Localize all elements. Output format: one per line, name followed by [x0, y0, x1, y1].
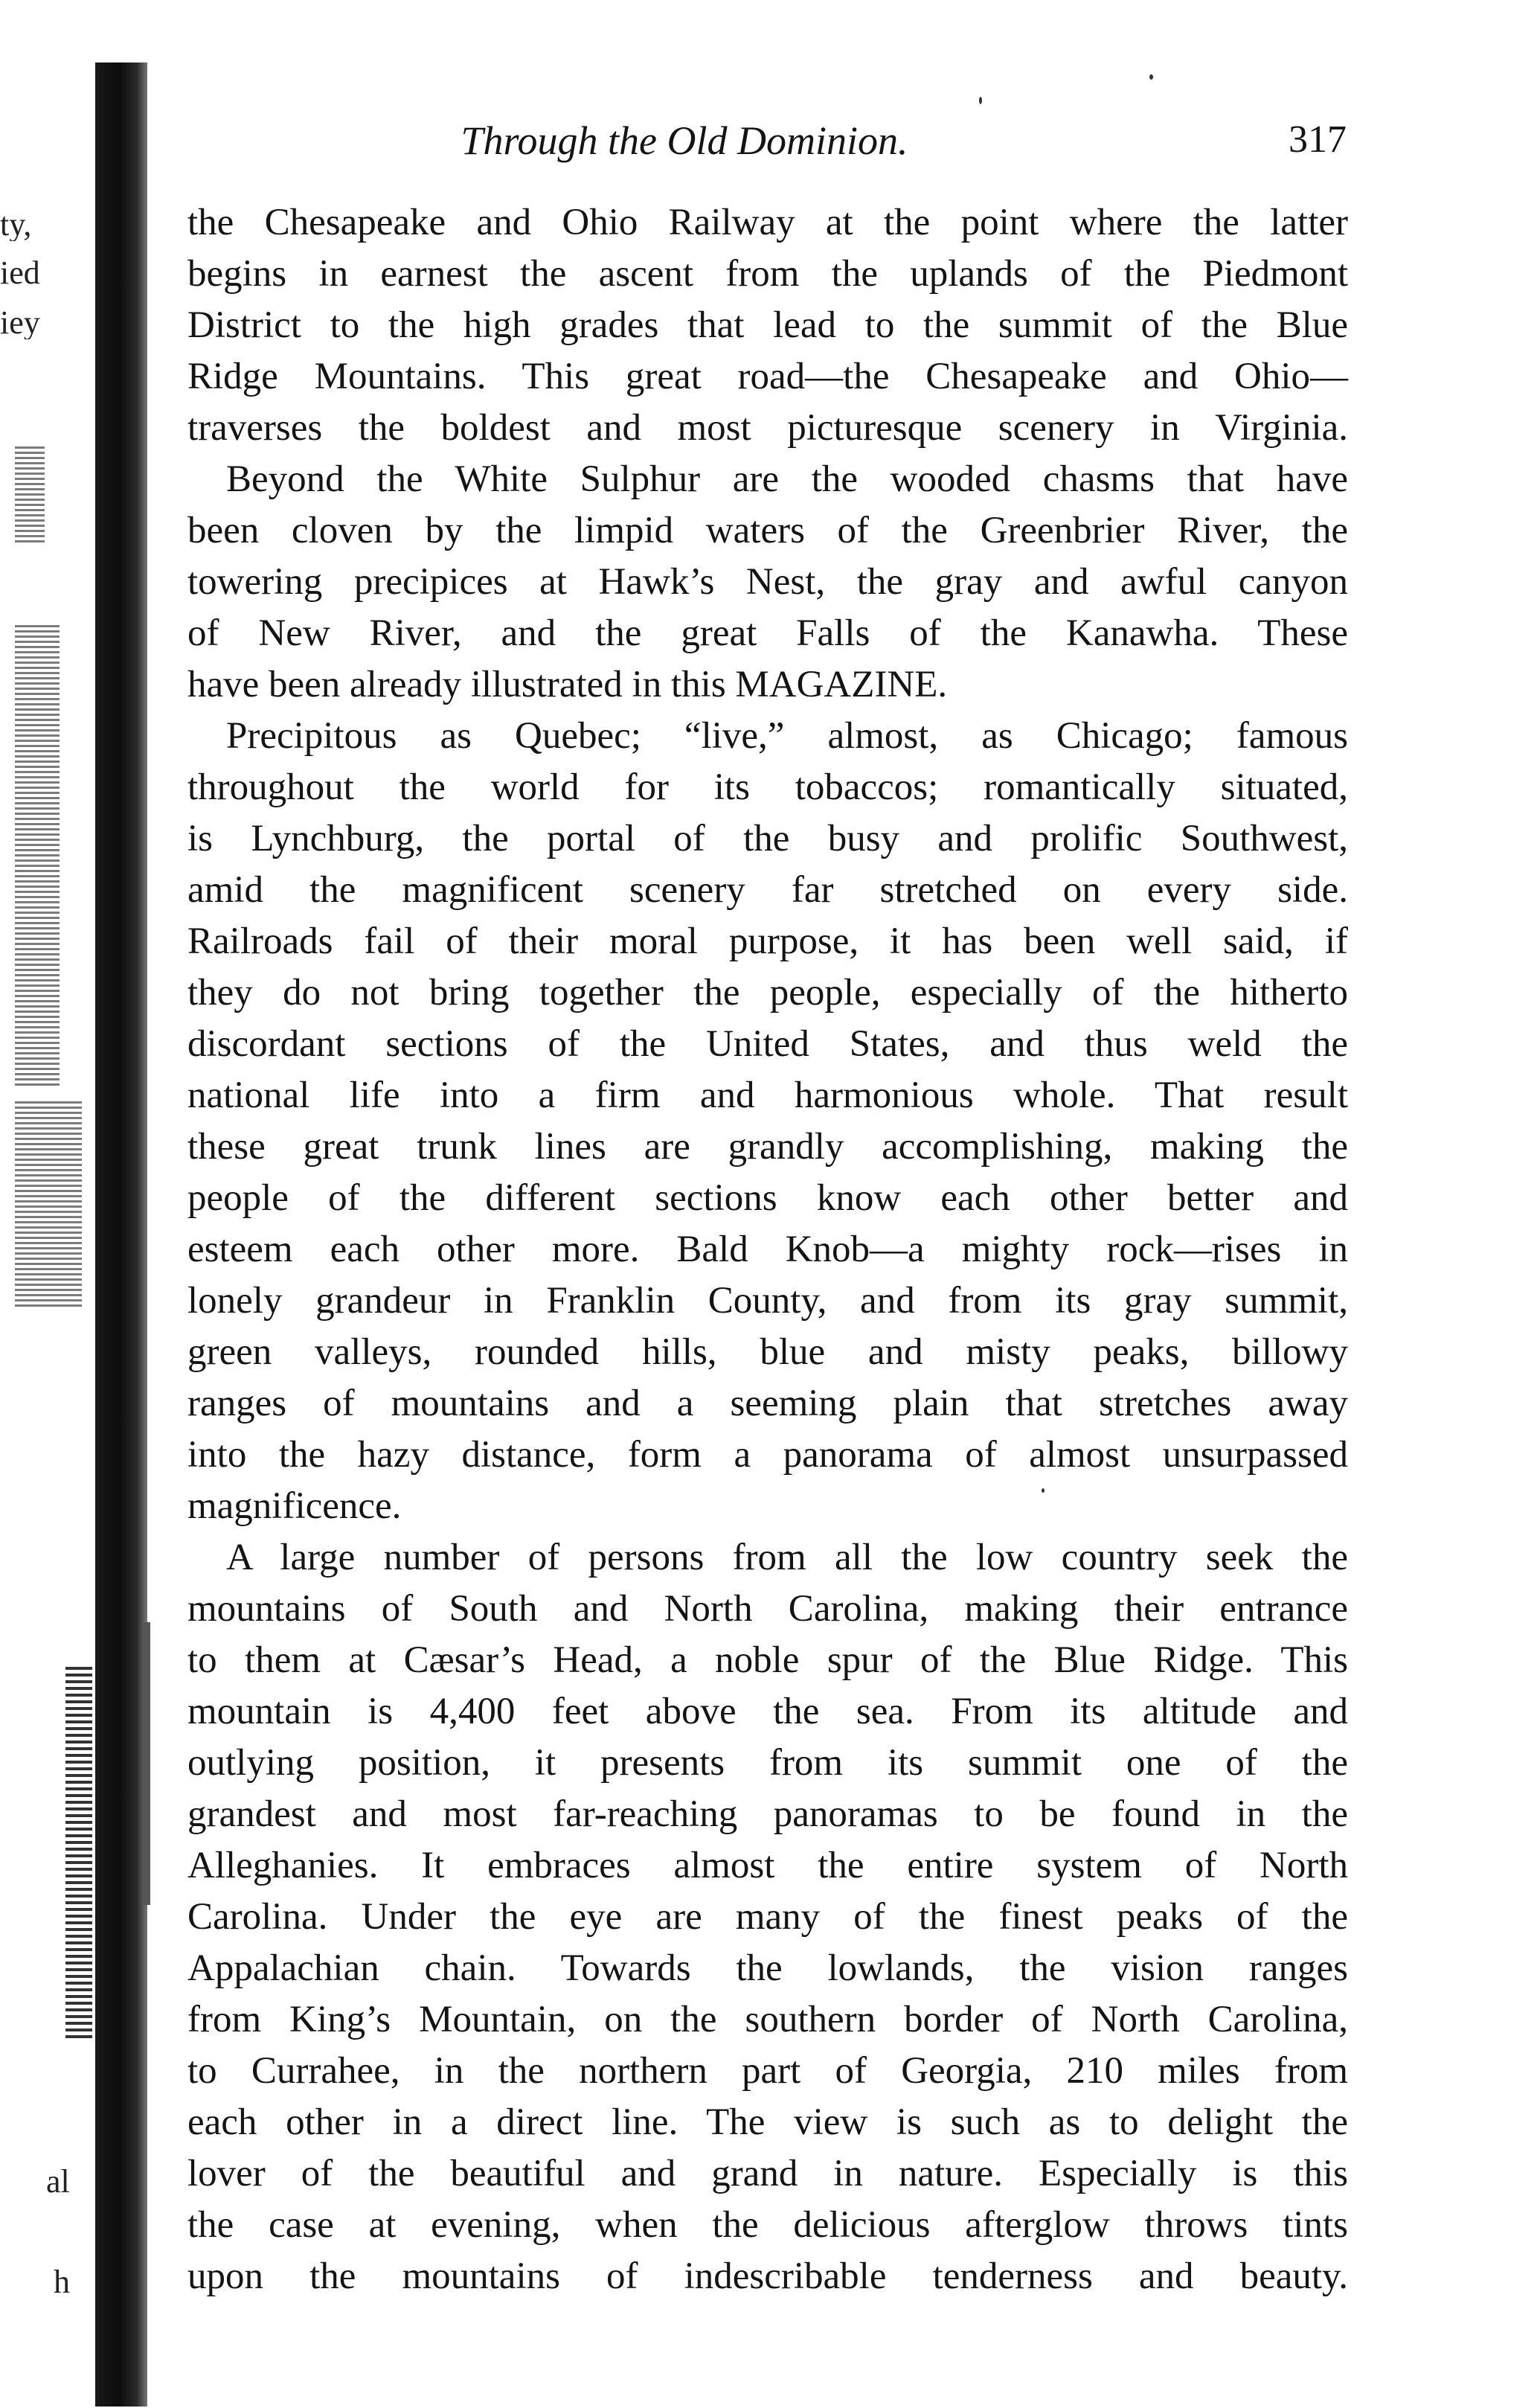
text-line: Alleghanies. It embraces almost the entire system of North: [187, 1845, 1348, 1886]
text-line: these great trunk lines are grandly accomplishing, making the: [187, 1126, 1348, 1168]
text-line: towering precipices at Hawk’s Nest, the gray and awful canyon: [187, 561, 1348, 603]
text-line: national life into a firm and harmonious whole. That result: [187, 1075, 1348, 1116]
facing-page-smudge: [15, 625, 60, 1086]
text-line: from King’s Mountain, on the southern border of North Carolina,: [187, 1999, 1348, 2040]
text-line: lover of the beautiful and grand in nature. Especially is this: [187, 2153, 1348, 2194]
text-line: of New River, and the great Falls of the Kanawha. These: [187, 612, 1348, 654]
text-line: Precipitous as Quebec; “live,” almost, as Chicago; famous: [226, 715, 1348, 757]
text-line: Railroads fail of their moral purpose, it has been well said, if: [187, 920, 1348, 962]
text-line: upon the mountains of indescribable tenderness and beauty.: [187, 2255, 1348, 2297]
gutter-shadow: [143, 1622, 150, 1905]
text-line: been cloven by the limpid waters of the Greenbrier River, the: [187, 510, 1348, 551]
text-line: ranges of mountains and a seeming plain that stretches away: [187, 1383, 1348, 1424]
paragraph: [187, 197, 1348, 454]
text-line: District to the high grades that lead to the summit of the Blue: [187, 304, 1348, 346]
text-line: begins in earnest the ascent from the uplands of the Piedmont: [187, 253, 1348, 295]
paragraph: [187, 454, 1348, 711]
page-number: 317: [1289, 118, 1347, 161]
text-line: throughout the world for its tobaccos; romantically situated,: [187, 766, 1348, 808]
facing-page-fragment: al: [46, 2165, 70, 2198]
text-line: Ridge Mountains. This great road—the Chesapeake and Ohio—: [187, 356, 1348, 397]
facing-page-fragment: ied: [0, 257, 40, 289]
text-line: amid the magnificent scenery far stretched on every side.: [187, 869, 1348, 911]
text-line: esteem each other more. Bald Knob—a mighty rock—rises in: [187, 1229, 1348, 1270]
text-line: Appalachian chain. Towards the lowlands, the vision ranges: [187, 1947, 1348, 1989]
paragraph: [187, 1532, 1348, 2302]
facing-page-smudge: [15, 1101, 82, 1310]
text-line: they do not bring together the people, especially of the hitherto: [187, 972, 1348, 1014]
facing-page-fragment: h: [54, 2266, 70, 2299]
text-line: the case at evening, when the delicious afterglow throws tints: [187, 2204, 1348, 2246]
text-line: traverses the boldest and most picturesque scenery in Virginia.: [187, 407, 1348, 449]
text-line: each other in a direct line. The view is such as to delight the: [187, 2101, 1348, 2143]
facing-page-fragment: iey: [0, 307, 40, 339]
text-line: is Lynchburg, the portal of the busy and prolific Southwest,: [187, 818, 1348, 859]
facing-page-fragment: ty,: [0, 208, 32, 241]
text-line: magnificence.: [187, 1485, 402, 1527]
facing-page-smudge: [65, 1667, 92, 2039]
text-line: green valleys, rounded hills, blue and misty peaks, billowy: [187, 1331, 1348, 1373]
facing-page-smudge: [15, 446, 45, 543]
running-header: [186, 112, 1347, 171]
text-line: discordant sections of the United States, and thus weld the: [187, 1023, 1348, 1065]
running-title: Through the Old Dominion.: [461, 118, 908, 163]
text-line: mountains of South and North Carolina, making their entrance: [187, 1588, 1348, 1630]
text-line: grandest and most far-reaching panoramas to be found in the: [187, 1793, 1348, 1835]
text-line: outlying position, it presents from its summit one of the: [187, 1742, 1348, 1784]
binding-gutter: [95, 63, 147, 2407]
body-text: [187, 197, 1348, 2302]
text-line: Beyond the White Sulphur are the wooded chasms that have: [226, 458, 1348, 500]
text-line: into the hazy distance, form a panorama of almost unsurpassed: [187, 1434, 1348, 1476]
text-line: the Chesapeake and Ohio Railway at the point where the latter: [187, 202, 1348, 243]
scan-speck: [1149, 74, 1153, 80]
text-line: to them at Cæsar’s Head, a noble spur of the Blue Ridge. This: [187, 1639, 1348, 1681]
scan-speck: [979, 97, 982, 104]
text-line: A large number of persons from all the low country seek the: [226, 1537, 1348, 1578]
text-line: Carolina. Under the eye are many of the finest peaks of the: [187, 1896, 1348, 1938]
text-line: lonely grandeur in Franklin County, and from its gray summit,: [187, 1280, 1348, 1322]
paragraph: [187, 711, 1348, 1532]
text-line: to Currahee, in the northern part of Georgia, 210 miles from: [187, 2050, 1348, 2092]
text-line: mountain is 4,400 feet above the sea. From its altitude and: [187, 1691, 1348, 1732]
text-line: people of the different sections know each other better and: [187, 1177, 1348, 1219]
text-line: have been already illustrated in this MAGAZINE.: [187, 664, 948, 705]
